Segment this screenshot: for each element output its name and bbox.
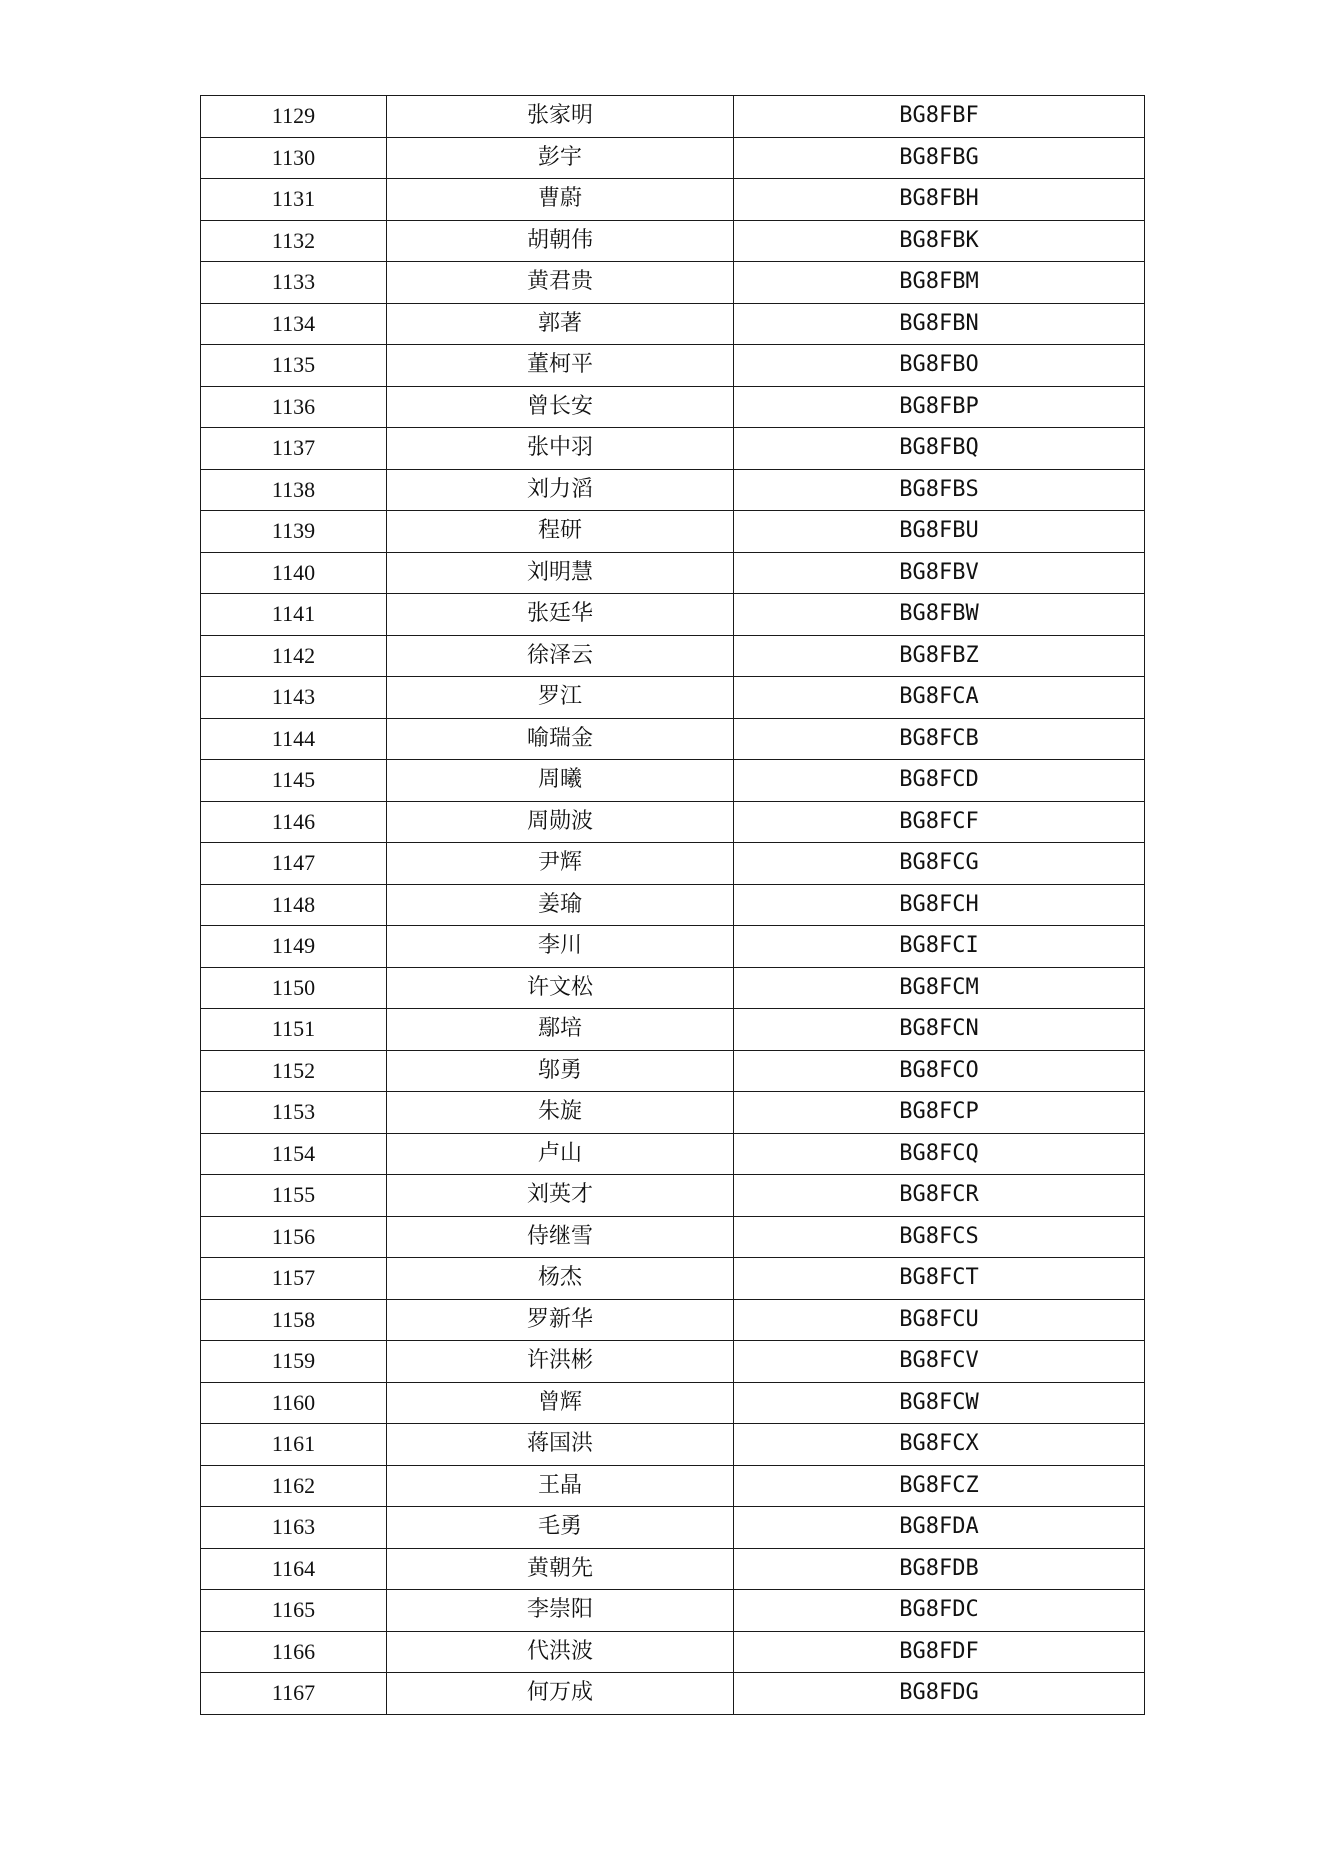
row-number-cell: 1130 xyxy=(201,137,387,179)
callsign-cell: BG8FBG xyxy=(734,137,1145,179)
name-cell: 卢山 xyxy=(387,1133,734,1175)
name-cell: 鄢培 xyxy=(387,1009,734,1051)
callsign-cell: BG8FBQ xyxy=(734,428,1145,470)
callsign-cell: BG8FCM xyxy=(734,967,1145,1009)
name-cell: 代洪波 xyxy=(387,1631,734,1673)
name-cell: 罗新华 xyxy=(387,1299,734,1341)
callsign-cell: BG8FBM xyxy=(734,262,1145,304)
callsign-cell: BG8FDF xyxy=(734,1631,1145,1673)
table-row xyxy=(201,1050,1145,1092)
table-row xyxy=(201,1631,1145,1673)
row-number-cell: 1156 xyxy=(201,1216,387,1258)
row-number-cell: 1154 xyxy=(201,1133,387,1175)
callsign-cell: BG8FCH xyxy=(734,884,1145,926)
row-number-cell: 1129 xyxy=(201,96,387,138)
row-number-cell: 1145 xyxy=(201,760,387,802)
callsign-cell: BG8FCT xyxy=(734,1258,1145,1300)
row-number-cell: 1141 xyxy=(201,594,387,636)
name-cell: 姜瑜 xyxy=(387,884,734,926)
name-cell: 黄君贵 xyxy=(387,262,734,304)
name-cell: 尹辉 xyxy=(387,843,734,885)
callsign-cell: BG8FBN xyxy=(734,303,1145,345)
row-number-cell: 1138 xyxy=(201,469,387,511)
callsign-cell: BG8FBK xyxy=(734,220,1145,262)
row-number-cell: 1155 xyxy=(201,1175,387,1217)
row-number-cell: 1165 xyxy=(201,1590,387,1632)
table-row xyxy=(201,801,1145,843)
callsign-cell: BG8FBO xyxy=(734,345,1145,387)
table-row xyxy=(201,220,1145,262)
row-number-cell: 1132 xyxy=(201,220,387,262)
callsign-cell: BG8FCR xyxy=(734,1175,1145,1217)
table-row xyxy=(201,96,1145,138)
row-number-cell: 1144 xyxy=(201,718,387,760)
row-number-cell: 1162 xyxy=(201,1465,387,1507)
table-row xyxy=(201,262,1145,304)
name-cell: 曾辉 xyxy=(387,1382,734,1424)
table-row xyxy=(201,511,1145,553)
table-row xyxy=(201,594,1145,636)
callsign-cell: BG8FCG xyxy=(734,843,1145,885)
callsign-cell: BG8FDC xyxy=(734,1590,1145,1632)
table-row xyxy=(201,1092,1145,1134)
name-cell: 张中羽 xyxy=(387,428,734,470)
table-row xyxy=(201,1299,1145,1341)
table-row xyxy=(201,345,1145,387)
roster-table xyxy=(200,95,1145,1715)
table-row xyxy=(201,469,1145,511)
table-row xyxy=(201,428,1145,470)
row-number-cell: 1158 xyxy=(201,1299,387,1341)
callsign-cell: BG8FCU xyxy=(734,1299,1145,1341)
row-number-cell: 1149 xyxy=(201,926,387,968)
name-cell: 李川 xyxy=(387,926,734,968)
callsign-cell: BG8FCO xyxy=(734,1050,1145,1092)
table-row xyxy=(201,303,1145,345)
row-number-cell: 1160 xyxy=(201,1382,387,1424)
name-cell: 刘英才 xyxy=(387,1175,734,1217)
callsign-cell: BG8FCX xyxy=(734,1424,1145,1466)
name-cell: 程研 xyxy=(387,511,734,553)
callsign-cell: BG8FCW xyxy=(734,1382,1145,1424)
table-row xyxy=(201,1258,1145,1300)
name-cell: 许文松 xyxy=(387,967,734,1009)
row-number-cell: 1163 xyxy=(201,1507,387,1549)
table-row xyxy=(201,926,1145,968)
callsign-cell: BG8FCN xyxy=(734,1009,1145,1051)
table-row xyxy=(201,1175,1145,1217)
name-cell: 侍继雪 xyxy=(387,1216,734,1258)
table-row xyxy=(201,843,1145,885)
name-cell: 刘力滔 xyxy=(387,469,734,511)
name-cell: 徐泽云 xyxy=(387,635,734,677)
table-row xyxy=(201,1673,1145,1715)
table-row xyxy=(201,137,1145,179)
table-row xyxy=(201,718,1145,760)
name-cell: 喻瑞金 xyxy=(387,718,734,760)
table-row xyxy=(201,677,1145,719)
row-number-cell: 1136 xyxy=(201,386,387,428)
name-cell: 曾长安 xyxy=(387,386,734,428)
table-row xyxy=(201,760,1145,802)
name-cell: 郭著 xyxy=(387,303,734,345)
name-cell: 杨杰 xyxy=(387,1258,734,1300)
callsign-cell: BG8FCV xyxy=(734,1341,1145,1383)
row-number-cell: 1164 xyxy=(201,1548,387,1590)
callsign-cell: BG8FCD xyxy=(734,760,1145,802)
table-row xyxy=(201,1548,1145,1590)
callsign-cell: BG8FBV xyxy=(734,552,1145,594)
row-number-cell: 1146 xyxy=(201,801,387,843)
row-number-cell: 1151 xyxy=(201,1009,387,1051)
row-number-cell: 1148 xyxy=(201,884,387,926)
row-number-cell: 1166 xyxy=(201,1631,387,1673)
row-number-cell: 1143 xyxy=(201,677,387,719)
table-row xyxy=(201,884,1145,926)
name-cell: 罗江 xyxy=(387,677,734,719)
row-number-cell: 1167 xyxy=(201,1673,387,1715)
table-row xyxy=(201,1424,1145,1466)
callsign-cell: BG8FBU xyxy=(734,511,1145,553)
callsign-cell: BG8FDA xyxy=(734,1507,1145,1549)
name-cell: 王晶 xyxy=(387,1465,734,1507)
name-cell: 李崇阳 xyxy=(387,1590,734,1632)
name-cell: 张家明 xyxy=(387,96,734,138)
callsign-cell: BG8FCF xyxy=(734,801,1145,843)
row-number-cell: 1153 xyxy=(201,1092,387,1134)
name-cell: 周勋波 xyxy=(387,801,734,843)
row-number-cell: 1150 xyxy=(201,967,387,1009)
callsign-cell: BG8FCP xyxy=(734,1092,1145,1134)
row-number-cell: 1134 xyxy=(201,303,387,345)
table-row xyxy=(201,635,1145,677)
name-cell: 彭宇 xyxy=(387,137,734,179)
callsign-cell: BG8FDG xyxy=(734,1673,1145,1715)
row-number-cell: 1139 xyxy=(201,511,387,553)
table-row xyxy=(201,1590,1145,1632)
callsign-cell: BG8FCQ xyxy=(734,1133,1145,1175)
table-row xyxy=(201,386,1145,428)
name-cell: 蒋国洪 xyxy=(387,1424,734,1466)
row-number-cell: 1152 xyxy=(201,1050,387,1092)
table-row xyxy=(201,552,1145,594)
table-row xyxy=(201,1133,1145,1175)
roster-body xyxy=(201,96,1145,1715)
callsign-cell: BG8FCI xyxy=(734,926,1145,968)
row-number-cell: 1133 xyxy=(201,262,387,304)
name-cell: 何万成 xyxy=(387,1673,734,1715)
table-row xyxy=(201,179,1145,221)
name-cell: 曹蔚 xyxy=(387,179,734,221)
name-cell: 许洪彬 xyxy=(387,1341,734,1383)
table-row xyxy=(201,967,1145,1009)
row-number-cell: 1147 xyxy=(201,843,387,885)
name-cell: 黄朝先 xyxy=(387,1548,734,1590)
table-row xyxy=(201,1382,1145,1424)
table-row xyxy=(201,1341,1145,1383)
table-row xyxy=(201,1507,1145,1549)
row-number-cell: 1161 xyxy=(201,1424,387,1466)
callsign-cell: BG8FBW xyxy=(734,594,1145,636)
table-row xyxy=(201,1009,1145,1051)
table-row xyxy=(201,1465,1145,1507)
row-number-cell: 1140 xyxy=(201,552,387,594)
callsign-cell: BG8FCA xyxy=(734,677,1145,719)
name-cell: 朱旋 xyxy=(387,1092,734,1134)
callsign-cell: BG8FCZ xyxy=(734,1465,1145,1507)
row-number-cell: 1137 xyxy=(201,428,387,470)
callsign-cell: BG8FCB xyxy=(734,718,1145,760)
name-cell: 刘明慧 xyxy=(387,552,734,594)
name-cell: 周曦 xyxy=(387,760,734,802)
row-number-cell: 1159 xyxy=(201,1341,387,1383)
callsign-cell: BG8FBP xyxy=(734,386,1145,428)
name-cell: 董柯平 xyxy=(387,345,734,387)
callsign-cell: BG8FBZ xyxy=(734,635,1145,677)
row-number-cell: 1131 xyxy=(201,179,387,221)
name-cell: 毛勇 xyxy=(387,1507,734,1549)
row-number-cell: 1135 xyxy=(201,345,387,387)
name-cell: 邬勇 xyxy=(387,1050,734,1092)
row-number-cell: 1142 xyxy=(201,635,387,677)
name-cell: 胡朝伟 xyxy=(387,220,734,262)
callsign-cell: BG8FCS xyxy=(734,1216,1145,1258)
callsign-cell: BG8FBH xyxy=(734,179,1145,221)
callsign-cell: BG8FBS xyxy=(734,469,1145,511)
row-number-cell: 1157 xyxy=(201,1258,387,1300)
table-row xyxy=(201,1216,1145,1258)
callsign-cell: BG8FDB xyxy=(734,1548,1145,1590)
callsign-cell: BG8FBF xyxy=(734,96,1145,138)
name-cell: 张廷华 xyxy=(387,594,734,636)
